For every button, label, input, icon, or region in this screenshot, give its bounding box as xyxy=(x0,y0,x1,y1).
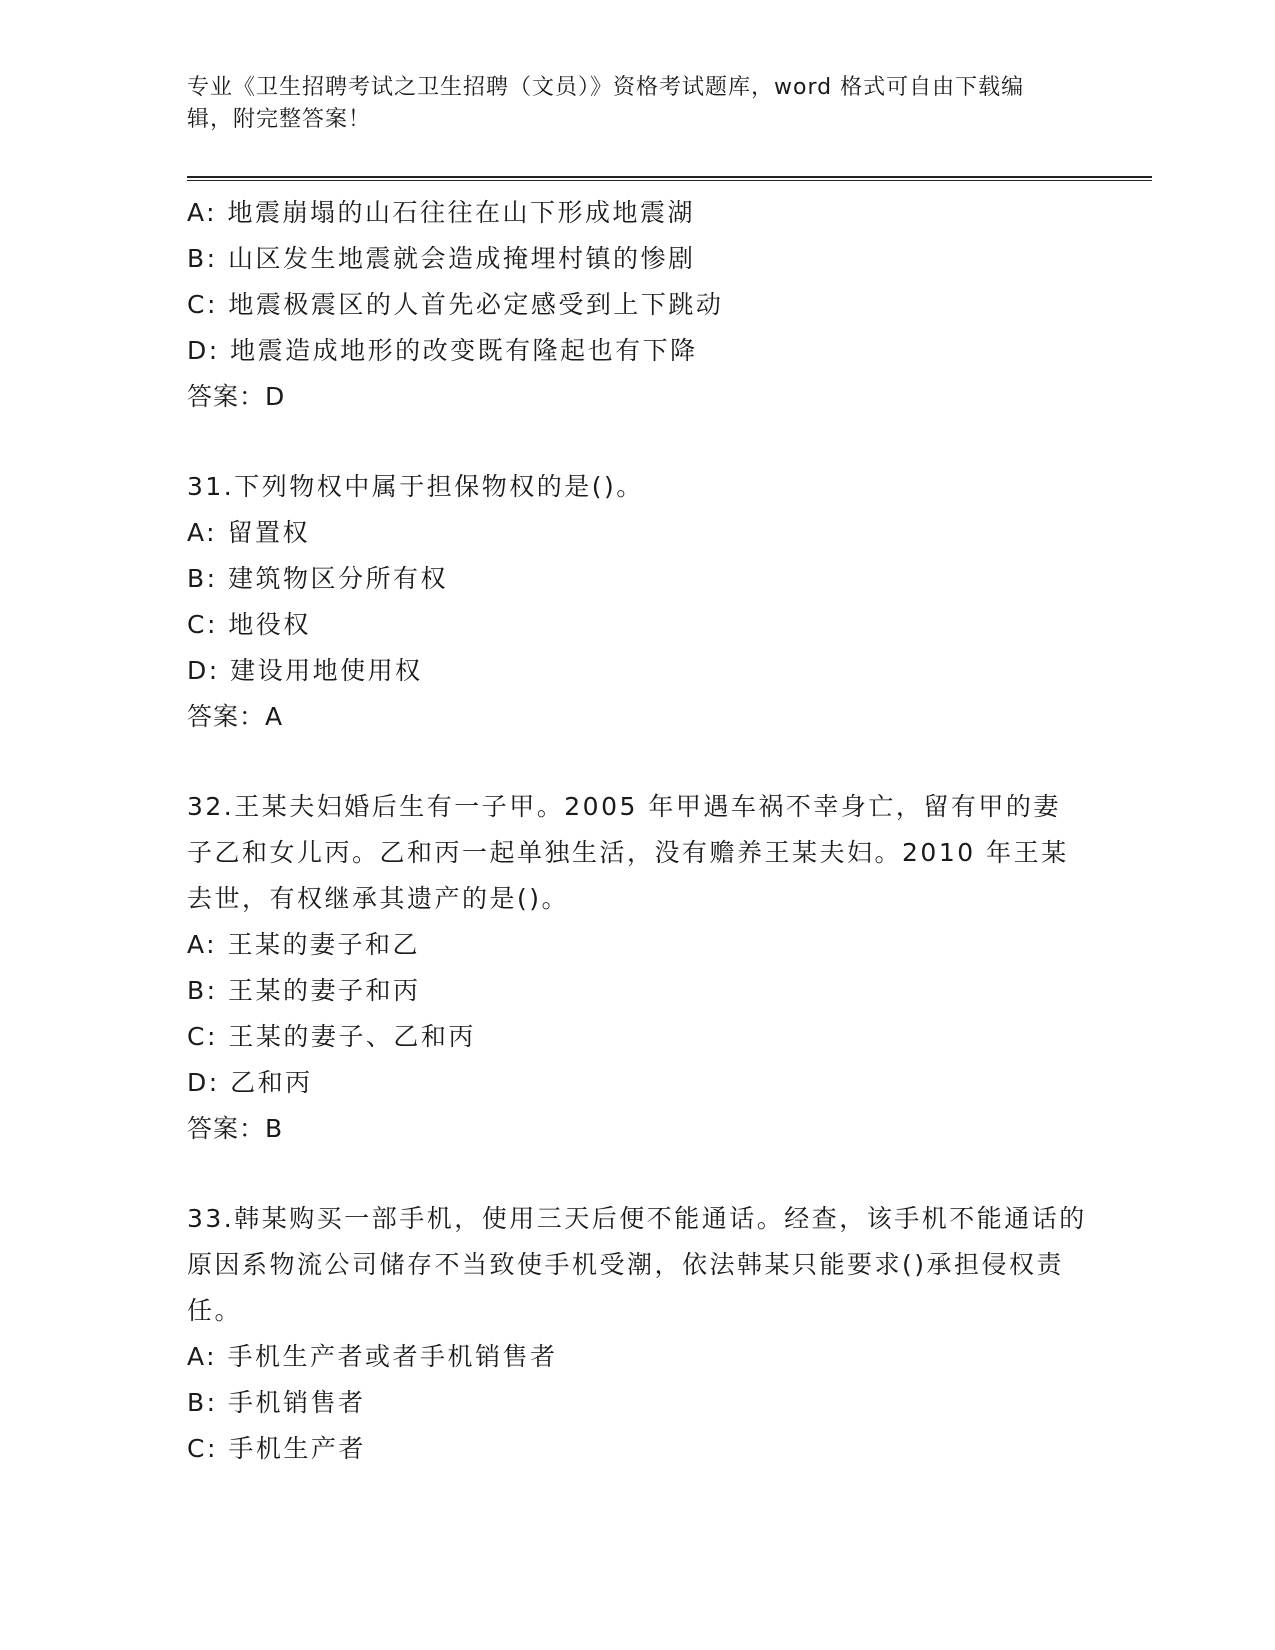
option-b: B: 建筑物区分所有权 xyxy=(187,564,449,593)
option-a: A: 地震崩塌的山石往往在山下形成地震湖 xyxy=(187,198,696,227)
option-a: A: 留置权 xyxy=(187,518,311,547)
option-d: D: 建设用地使用权 xyxy=(187,656,423,685)
option-b: B: 山区发生地震就会造成掩埋村镇的惨剧 xyxy=(187,244,696,273)
question-32 xyxy=(187,784,1087,1152)
question-33 xyxy=(187,1196,1087,1472)
spacer xyxy=(187,740,1087,784)
option-a: A: 王某的妻子和乙 xyxy=(187,930,421,959)
answer: 答案：D xyxy=(187,382,286,411)
question-text: 32.王某夫妇婚后生有一子甲。2005 年甲遇车祸不幸身亡，留有甲的妻子乙和女儿丙。乙和丙一起单独生活，没有赡养王某夫妇。2010 年王某去世，有权继承其遗产的是()。 xyxy=(187,792,1069,913)
spacer xyxy=(187,1152,1087,1196)
option-c: C: 手机生产者 xyxy=(187,1434,366,1463)
option-a: A: 手机生产者或者手机销售者 xyxy=(187,1342,558,1371)
option-b: B: 王某的妻子和丙 xyxy=(187,976,421,1005)
question-list xyxy=(187,190,1087,1472)
option-c: C: 地震极震区的人首先必定感受到上下跳动 xyxy=(187,290,724,319)
option-d: D: 乙和丙 xyxy=(187,1068,313,1097)
option-b: B: 手机销售者 xyxy=(187,1388,366,1417)
answer: 答案：A xyxy=(187,702,284,731)
option-d: D: 地震造成地形的改变既有隆起也有下降 xyxy=(187,336,698,365)
option-c: C: 地役权 xyxy=(187,610,311,639)
question-text: 31.下列物权中属于担保物权的是()。 xyxy=(187,472,644,501)
header-divider xyxy=(187,176,1152,181)
document-header: 专业《卫生招聘考试之卫生招聘（文员）》资格考试题库，word 格式可自由下载编辑，附完整答案！ xyxy=(187,75,1025,132)
question-text: 33.韩某购买一部手机，使用三天后便不能通话。经查，该手机不能通话的原因系物流公司储存不当致使手机受潮，依法韩某只能要求()承担侵权责任。 xyxy=(187,1204,1087,1325)
spacer xyxy=(187,420,1087,464)
question-30 xyxy=(187,190,1087,420)
question-31 xyxy=(187,464,1087,740)
answer: 答案：B xyxy=(187,1114,284,1143)
option-c: C: 王某的妻子、乙和丙 xyxy=(187,1022,476,1051)
